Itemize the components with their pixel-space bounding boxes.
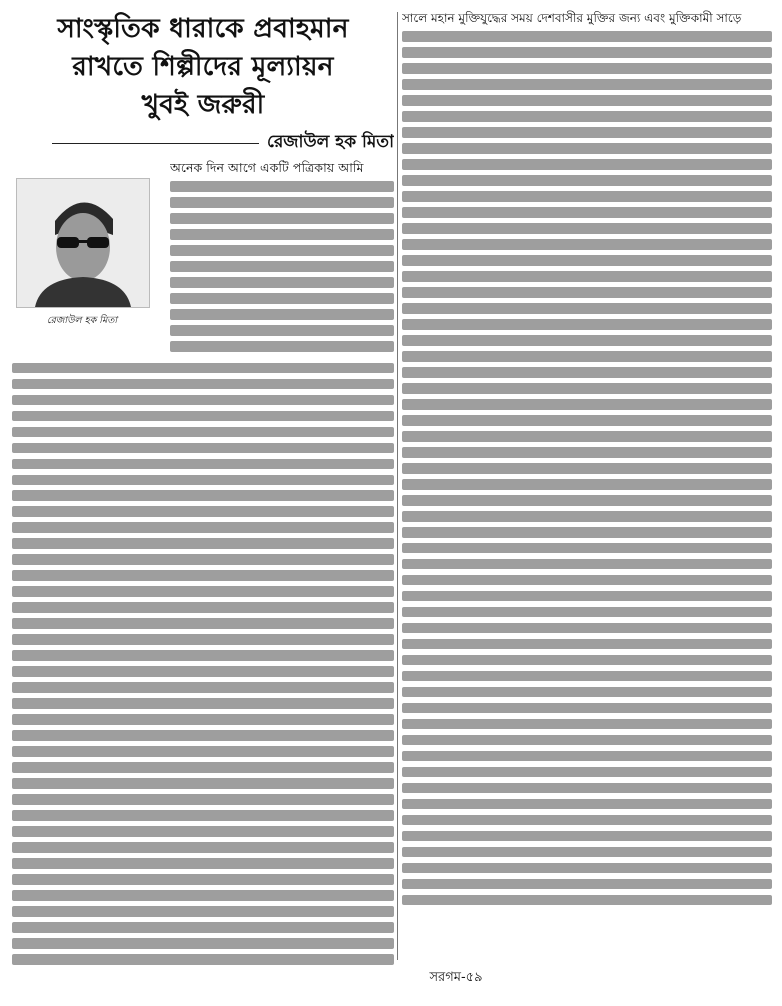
text-line <box>12 379 394 390</box>
text-line <box>170 245 394 256</box>
text-line <box>12 794 394 805</box>
text-line <box>12 363 394 374</box>
byline <box>12 130 394 156</box>
intro-block <box>12 160 394 357</box>
text-line <box>402 639 772 650</box>
text-line <box>12 522 394 533</box>
text-line <box>12 411 394 422</box>
text-line <box>402 479 772 490</box>
text-line <box>12 874 394 885</box>
author-photo <box>16 178 150 308</box>
text-line <box>170 325 394 336</box>
text-line <box>402 335 772 346</box>
text-line <box>12 730 394 741</box>
page-number: সরগম-৫৯ <box>429 970 483 985</box>
text-line <box>402 351 772 362</box>
left-body-text <box>12 363 394 965</box>
text-line <box>402 895 772 906</box>
text-line <box>170 341 394 352</box>
text-line <box>402 751 772 762</box>
text-line <box>12 602 394 613</box>
text-line <box>402 815 772 826</box>
text-line <box>402 303 772 314</box>
text-line <box>402 687 772 698</box>
text-line <box>12 618 394 629</box>
text-line <box>12 714 394 725</box>
column-divider <box>397 12 398 960</box>
text-line <box>12 698 394 709</box>
text-line <box>12 682 394 693</box>
text-line <box>402 879 772 890</box>
text-line <box>402 543 772 554</box>
text-line <box>12 810 394 821</box>
text-line <box>170 197 394 208</box>
right-column <box>402 10 772 965</box>
text-line <box>12 538 394 549</box>
author-portrait-icon <box>17 179 149 307</box>
text-line <box>402 719 772 730</box>
text-line <box>170 309 394 320</box>
text-line <box>12 570 394 581</box>
headline-line-2: রাখতে শিল্পীদের মূল্যায়ন <box>72 51 334 82</box>
text-line <box>12 554 394 565</box>
text-line <box>402 239 772 250</box>
text-line <box>402 735 772 746</box>
text-line <box>170 181 394 192</box>
text-line <box>402 191 772 202</box>
text-line <box>170 261 394 272</box>
text-line <box>402 495 772 506</box>
text-line <box>402 287 772 298</box>
text-line <box>402 143 772 154</box>
text-line <box>402 591 772 602</box>
text-line <box>402 127 772 138</box>
text-line <box>402 367 772 378</box>
text-line <box>402 31 772 42</box>
text-line <box>12 650 394 661</box>
text-line <box>402 847 772 858</box>
text-line <box>12 475 394 486</box>
text-line <box>402 559 772 570</box>
byline-rule <box>52 143 259 144</box>
text-line <box>402 447 772 458</box>
text-line <box>402 63 772 74</box>
text-line <box>12 746 394 757</box>
text-line <box>402 671 772 682</box>
intro-text <box>170 160 394 357</box>
text-line <box>402 703 772 714</box>
text-line <box>402 831 772 842</box>
text-line <box>12 506 394 517</box>
text-line <box>12 395 394 406</box>
text-line <box>12 443 394 454</box>
author-name: রেজাউল হক মিতা <box>267 132 394 152</box>
text-line <box>402 799 772 810</box>
photo-caption: রেজাউল হক মিতা <box>46 315 118 326</box>
text-line <box>402 319 772 330</box>
text-line <box>12 858 394 869</box>
text-line <box>402 415 772 426</box>
text-line <box>170 229 394 240</box>
text-line <box>12 842 394 853</box>
headline-line-3: খুবই জরুরী <box>141 89 265 120</box>
text-line <box>402 79 772 90</box>
text-line <box>12 490 394 501</box>
text-line <box>402 431 772 442</box>
text-line <box>12 938 394 949</box>
page-footer <box>0 968 782 989</box>
intro-first-line: অনেক দিন আগে একটি পত্রিকায় আমি <box>170 160 364 175</box>
text-line <box>12 586 394 597</box>
text-line <box>402 399 772 410</box>
text-line <box>402 463 772 474</box>
text-line <box>402 95 772 106</box>
text-line <box>12 778 394 789</box>
left-column <box>12 10 394 965</box>
text-line <box>402 383 772 394</box>
text-line <box>402 767 772 778</box>
text-line <box>402 47 772 58</box>
text-line <box>402 175 772 186</box>
right-first-line: সালে মহান মুক্তিযুদ্ধের সময় দেশবাসীর মুক্তির জন্য এবং মুক্তিকামী সাড়ে <box>402 11 742 25</box>
text-line <box>12 922 394 933</box>
text-line <box>402 255 772 266</box>
text-line <box>402 207 772 218</box>
text-line <box>12 826 394 837</box>
text-line <box>12 762 394 773</box>
text-line <box>402 623 772 634</box>
text-line <box>12 427 394 438</box>
text-line <box>402 511 772 522</box>
text-line <box>402 575 772 586</box>
headline-line-1: সাংস্কৃতিক ধারাকে প্রবাহমান <box>57 13 349 44</box>
text-line <box>170 277 394 288</box>
text-line <box>12 906 394 917</box>
text-line <box>12 459 394 470</box>
text-line <box>402 527 772 538</box>
text-line <box>402 223 772 234</box>
text-line <box>12 954 394 965</box>
text-line <box>12 666 394 677</box>
author-photo-block <box>12 160 162 357</box>
text-line <box>402 863 772 874</box>
text-line <box>402 607 772 618</box>
text-line <box>402 271 772 282</box>
text-line <box>12 890 394 901</box>
text-line <box>12 634 394 645</box>
text-line <box>402 655 772 666</box>
text-line <box>402 159 772 170</box>
text-line <box>402 783 772 794</box>
text-line <box>170 293 394 304</box>
text-line <box>402 111 772 122</box>
text-line <box>170 213 394 224</box>
